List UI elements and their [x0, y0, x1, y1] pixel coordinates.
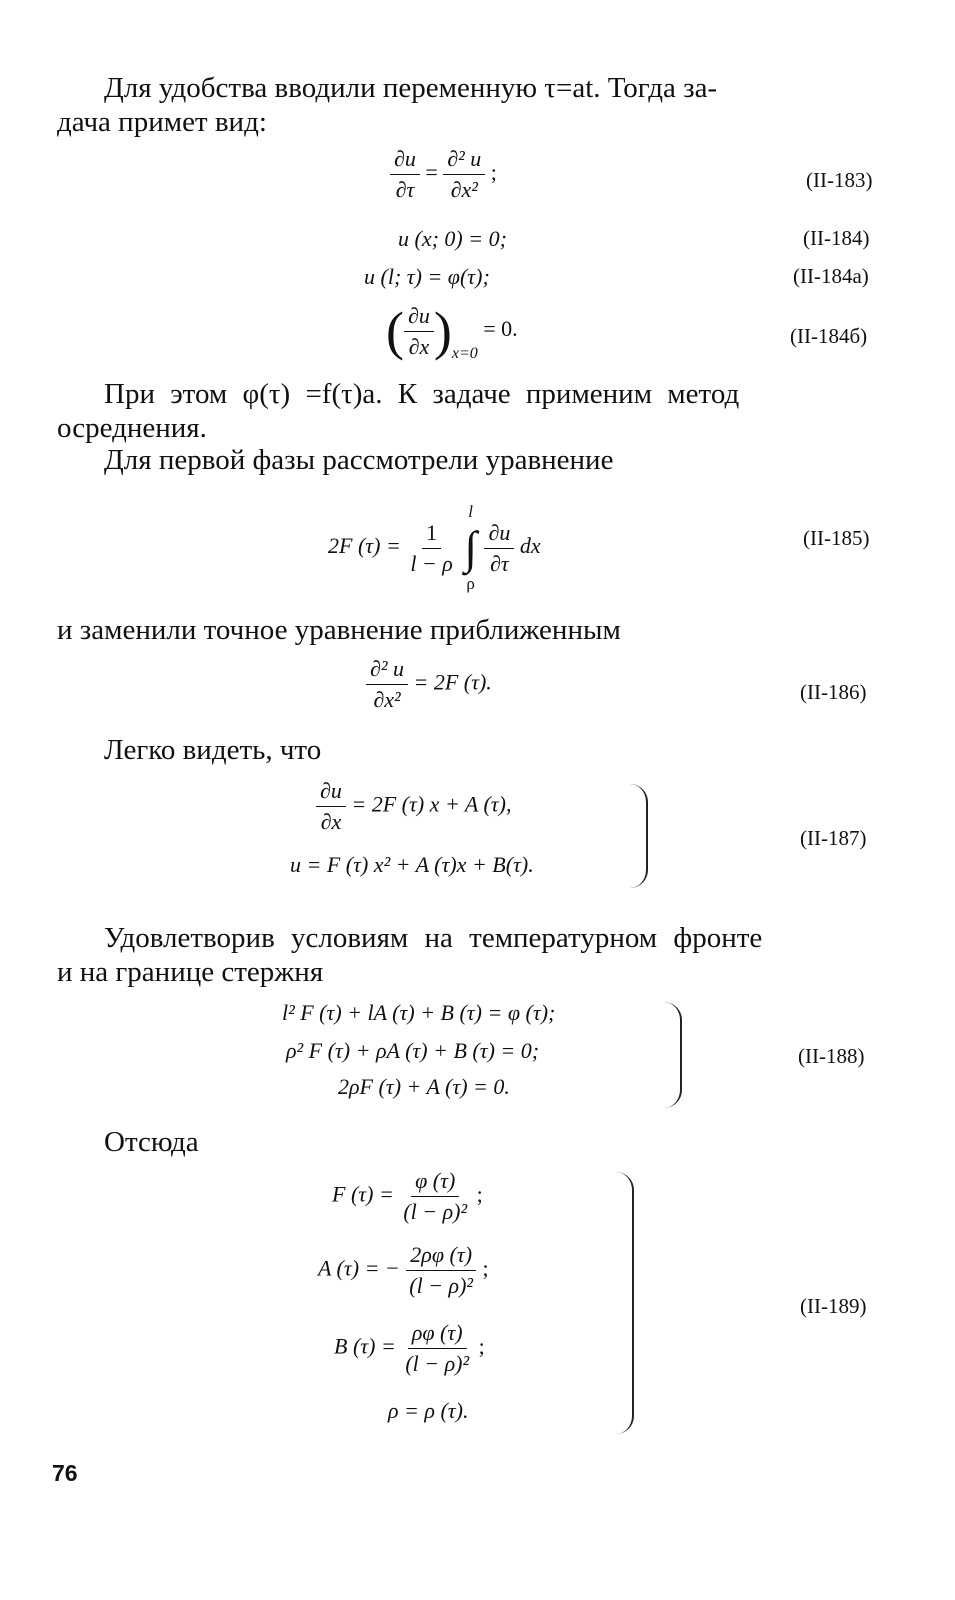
integral-lower-limit: ρ: [466, 574, 475, 593]
equation-II-187-line-1: [316, 778, 511, 835]
frac-denominator: ∂τ: [490, 550, 509, 576]
frac-denominator: ∂x: [320, 809, 342, 834]
paragraph-4: и заменили точное уравнение приближенным: [57, 614, 621, 646]
subscript: x=0: [451, 345, 478, 363]
frac-denominator: ∂x²: [373, 687, 401, 712]
frac-denominator: ∂x: [408, 333, 430, 359]
page-number: 76: [52, 1460, 78, 1486]
frac-numerator: 2ρφ (τ): [406, 1242, 476, 1271]
frac-denominator: ∂τ: [395, 177, 415, 202]
equation-II-188-line-1: l² F (τ) + lA (τ) + B (τ) = φ (τ);: [282, 1000, 556, 1025]
paragraph-7: Отсюда: [104, 1126, 199, 1158]
eq-number-183: (II-183): [806, 168, 873, 192]
frac-numerator: ∂² u: [443, 146, 485, 175]
paragraph-5: Легко видеть, что: [104, 734, 322, 766]
frac-numerator: ∂u: [404, 303, 434, 332]
paragraph-3: Для первой фазы рассмотрели уравнение: [104, 444, 614, 476]
eq-number-188: (II-188): [798, 1044, 865, 1068]
eq-number-184: (II-184): [803, 226, 870, 250]
equation-punct: ;: [490, 159, 497, 185]
equation-II-189-A: [318, 1242, 489, 1299]
equation-II-184b: ( $\frac{\partial u}{\partial x}$ )$_{x=0} = 0$.: [386, 301, 518, 363]
equation-II-189-F: [332, 1168, 483, 1225]
right-brace: [612, 1172, 634, 1434]
equation-lhs: 2F (τ) =: [328, 533, 401, 559]
equation-punct: ;: [482, 1255, 489, 1281]
frac-numerator: ∂u: [390, 146, 420, 175]
paragraph-1-line-1: Для удобства вводили переменную τ=at. Тогда за-: [104, 72, 718, 104]
frac-numerator: ∂u: [316, 778, 346, 807]
equation-rhs: = 2F (τ) x + A (τ),: [351, 791, 512, 817]
equation-II-186: [366, 656, 492, 713]
paragraph-2-line-1: При этом φ(τ) =f(τ)a. К задаче применим метод: [104, 378, 740, 410]
right-brace: [630, 784, 648, 888]
frac-numerator: ∂² u: [366, 656, 408, 685]
eq-number-184b: (II-184б): [790, 324, 868, 348]
eq-number-184a: (II-184a): [793, 264, 869, 288]
equation-II-184: u (x; 0) = 0;: [398, 226, 507, 251]
differential: dx: [519, 533, 541, 559]
equation-II-189-B: [334, 1320, 485, 1377]
equation-II-187-line-2: u = F (τ) x² + A (τ)x + B(τ).: [290, 852, 534, 877]
equation-lhs: F (τ) =: [332, 1181, 394, 1207]
paragraph-2-line-2: осреднения.: [57, 412, 207, 444]
paragraph-1-line-2: дача примет вид:: [57, 106, 267, 138]
frac-numerator: ∂u: [484, 520, 514, 549]
equation-rhs: = 0.: [483, 316, 518, 342]
equation-II-185: [328, 502, 541, 594]
integral-upper-limit: l: [468, 502, 474, 521]
frac-numerator: ρφ (τ): [408, 1320, 467, 1349]
eq-number-189: (II-189): [800, 1294, 867, 1318]
integral-sign: l ∫ ρ: [464, 502, 477, 593]
frac-numerator: φ (τ): [411, 1168, 459, 1197]
frac-numerator: 1: [422, 520, 441, 549]
equation-lhs: B (τ) =: [334, 1333, 396, 1359]
paragraph-6-line-2: и на границе стержня: [57, 956, 324, 988]
equation-II-183: $\frac{\partial u}{\partial\tau}$ = $\frac{\text{∂² u}}{\text{∂x²}}$ ;: [390, 146, 497, 203]
equation-II-188-line-3: 2ρF (τ) + A (τ) = 0.: [338, 1074, 510, 1099]
eq-number-186: (II-186): [800, 680, 867, 704]
paragraph-6-line-1: Удовлетворив условиям на температурном фронте: [104, 922, 763, 954]
frac-denominator: (l − ρ)²: [403, 1199, 468, 1224]
equation-II-188-line-2: ρ² F (τ) + ρA (τ) + B (τ) = 0;: [286, 1038, 540, 1063]
frac-denominator: (l − ρ)²: [405, 1351, 470, 1376]
frac-denominator: (l − ρ)²: [409, 1273, 474, 1298]
right-brace: [664, 1002, 682, 1108]
frac-denominator: l − ρ: [410, 550, 453, 576]
equation-II-184a: u (l; τ) = φ(τ);: [364, 264, 490, 289]
eq-number-185: (II-185): [803, 526, 870, 550]
equation-punct: ;: [476, 1181, 483, 1207]
equation-II-189-rho: ρ = ρ (τ).: [388, 1398, 469, 1423]
frac-denominator: ∂x²: [450, 177, 478, 202]
equation-punct: ;: [478, 1333, 485, 1359]
equation-rhs: = 2F (τ).: [413, 669, 492, 695]
eq-number-187: (II-187): [800, 826, 867, 850]
equation-lhs: A (τ) = −: [318, 1255, 400, 1281]
